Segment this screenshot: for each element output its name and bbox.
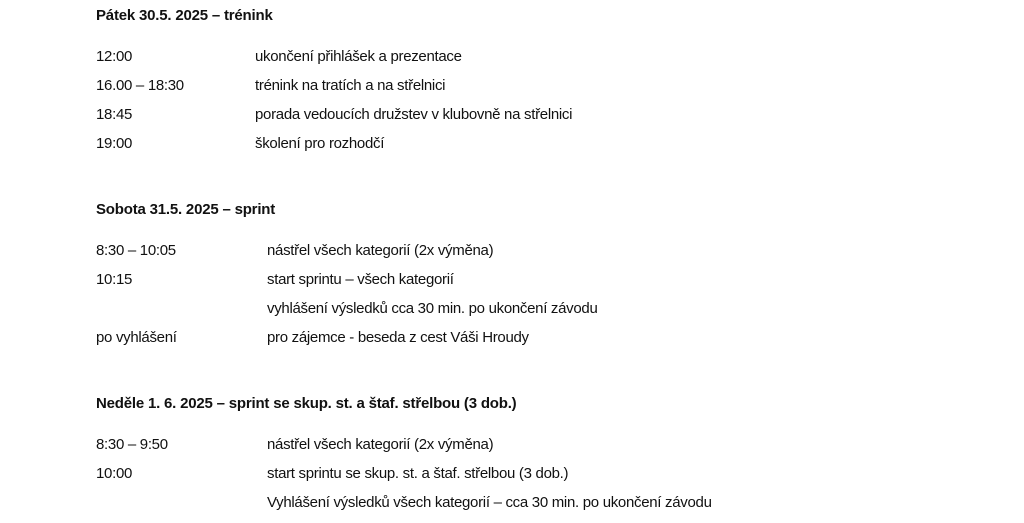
row-time: 12:00	[96, 48, 133, 65]
schedule-list	[96, 48, 996, 164]
row-description: nástřel všech kategorií (2x výměna)	[267, 436, 494, 453]
schedule-row	[96, 494, 996, 523]
row-time: po vyhlášení	[96, 329, 177, 346]
schedule-list	[96, 436, 996, 523]
row-description: vyhlášení výsledků cca 30 min. po ukončení závodu	[267, 300, 598, 317]
schedule-row	[96, 135, 996, 164]
row-time: 8:30 – 10:05	[96, 242, 176, 259]
row-description: start sprintu – všech kategorií	[267, 271, 454, 288]
day-title: Sobota 31.5. 2025 – sprint	[96, 201, 276, 218]
row-description: ukončení přihlášek a prezentace	[255, 48, 462, 65]
row-time: 19:00	[96, 135, 133, 152]
row-time: 18:45	[96, 106, 133, 123]
day-title: Pátek 30.5. 2025 – trénink	[96, 7, 273, 24]
schedule-row	[96, 271, 996, 300]
row-description: start sprintu se skup. st. a štaf. střelbou (3 dob.)	[267, 465, 569, 482]
day-section-saturday	[96, 200, 996, 358]
schedule-row	[96, 48, 996, 77]
schedule-row	[96, 106, 996, 135]
schedule-list	[96, 242, 996, 358]
schedule-row	[96, 329, 996, 358]
row-time: 8:30 – 9:50	[96, 436, 168, 453]
row-description: pro zájemce - beseda z cest Váši Hroudy	[267, 329, 529, 346]
row-time: 16.00 – 18:30	[96, 77, 184, 94]
day-section-sunday	[96, 394, 996, 523]
row-description: Vyhlášení výsledků všech kategorií – cca 30 min. po ukončení závodu	[267, 494, 712, 511]
schedule-row	[96, 242, 996, 271]
row-description: porada vedoucích družstev v klubovně na střelnici	[255, 106, 573, 123]
schedule-row	[96, 77, 996, 106]
schedule-row	[96, 300, 996, 329]
row-description: školení pro rozhodčí	[255, 135, 385, 152]
day-title: Neděle 1. 6. 2025 – sprint se skup. st. a štaf. střelbou (3 dob.)	[96, 395, 517, 412]
row-description: trénink na tratích a na střelnici	[255, 77, 446, 94]
row-time: 10:00	[96, 465, 133, 482]
schedule-row	[96, 436, 996, 465]
day-section-friday	[96, 6, 996, 164]
row-description: nástřel všech kategorií (2x výměna)	[267, 242, 494, 259]
row-time: 10:15	[96, 271, 133, 288]
schedule-row	[96, 465, 996, 494]
